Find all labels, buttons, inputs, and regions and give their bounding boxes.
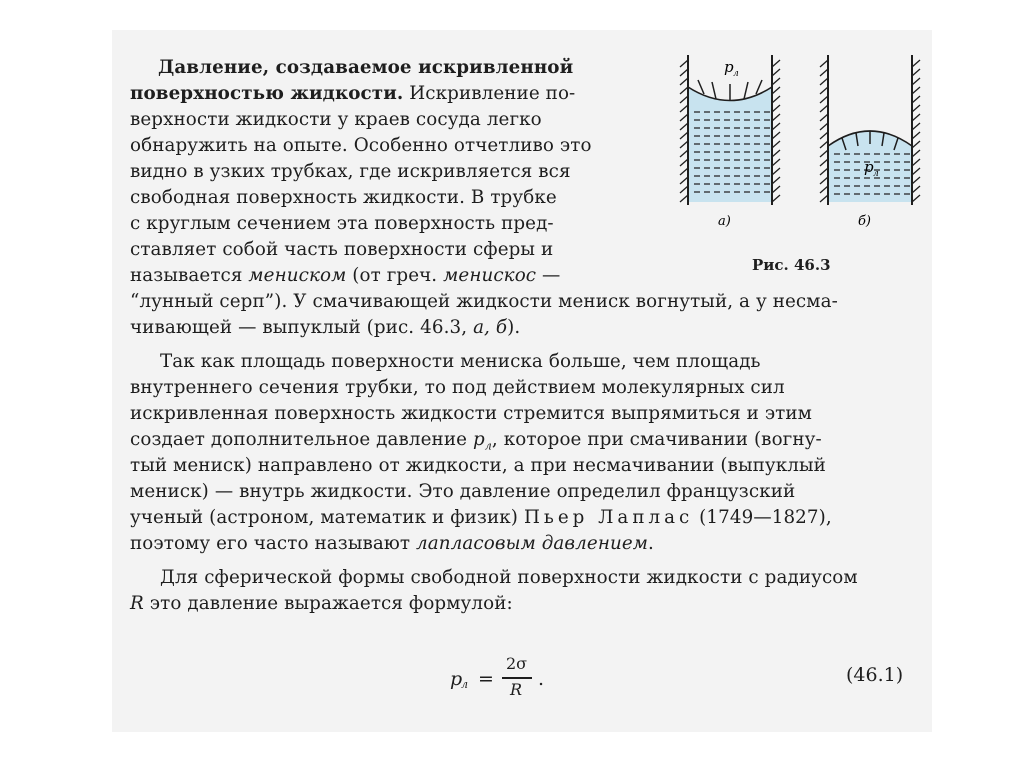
text-line: искривленная поверхность жидкости стремится выпрямиться и этим: [130, 403, 812, 424]
italic-term: лапласовым давлением: [416, 533, 649, 554]
radius-symbol: R: [130, 593, 144, 614]
heading-line-1: Давление, создаваемое искривленной: [158, 57, 574, 78]
meniscus-figure: [670, 50, 940, 230]
text-line: обнаружить на опыте. Особенно отчетливо это: [130, 135, 592, 156]
formula-lhs-subscript: л: [461, 678, 469, 691]
text-run: создает дополнительное давление: [130, 429, 473, 450]
text-run: —: [536, 265, 561, 286]
text-line: внутреннего сечения трубки, то под действием молекулярных сил: [130, 377, 785, 398]
text-run: Искривление по-: [403, 83, 576, 104]
subfig-label-b: б): [858, 214, 872, 229]
text-line: [130, 82, 575, 106]
text-line: видно в узких трубках, где искривляется вся: [130, 161, 571, 182]
text-line: [130, 316, 520, 340]
text-run: .: [648, 533, 654, 554]
text-line: с круглым сечением эта поверхность пред-: [130, 213, 554, 234]
text-line: Так как площадь поверхности мениска больше, чем площадь: [160, 351, 761, 372]
heading-bold-text: поверхностью жидкости.: [130, 83, 404, 104]
text-line: верхности жидкости у краев сосуда легко: [130, 109, 542, 130]
formula-equals: =: [478, 668, 494, 690]
text-run: это давление выражается формулой:: [143, 593, 513, 614]
text-line: [130, 532, 654, 556]
text-line: [130, 264, 560, 288]
text-line: “лунный серп”). У смачивающей жидкости мениск вогнутый, а у несма-: [130, 291, 838, 312]
spaced-name: Пьер Лаплас: [523, 507, 694, 528]
text-line: ставляет собой часть поверхности сферы и: [130, 239, 554, 260]
text-run: , которое при смачивании (вогну-: [491, 429, 822, 450]
fraction-bar: [502, 677, 532, 679]
pressure-label-a: p: [724, 58, 734, 76]
subfig-label-a: а): [718, 214, 731, 229]
formula-period: .: [538, 668, 545, 690]
formula-denominator: R: [510, 680, 523, 699]
text-run: ).: [507, 317, 521, 338]
italic-term: менискос: [443, 265, 537, 286]
figure-caption: Рис. 46.3: [752, 256, 831, 274]
italic-term: мениском: [248, 265, 347, 286]
pressure-label-b: p: [864, 158, 874, 176]
text-line: мениск) — внутрь жидкости. Это давление определил французский: [130, 481, 796, 502]
formula-numerator: 2σ: [506, 654, 528, 673]
text-run: называется: [130, 265, 249, 286]
text-run: чивающей — выпуклый (рис. 46.3,: [130, 317, 474, 338]
text-line: свободная поверхность жидкости. В трубке: [130, 187, 557, 208]
text-line: [130, 592, 513, 616]
pressure-symbol: p: [472, 429, 485, 450]
text-run: ученый (астроном, математик и физик): [130, 507, 524, 528]
text-run: (1749—1827),: [693, 507, 832, 528]
text-run: (от греч.: [346, 265, 444, 286]
pressure-subscript: л: [484, 439, 492, 453]
text-line: Для сферической формы свободной поверхности жидкости с радиусом: [160, 567, 858, 588]
pressure-sub-a: л: [733, 69, 739, 79]
italic-term: а, б: [473, 317, 508, 338]
pressure-sub-b: л: [873, 169, 879, 179]
text-line: [130, 506, 832, 530]
text-line: тый мениск) направлено от жидкости, а при несмачивании (выпуклый: [130, 455, 826, 476]
formula-number: (46.1): [846, 664, 904, 686]
text-run: поэтому его часто называют: [130, 533, 417, 554]
formula-lhs: p: [450, 668, 463, 690]
